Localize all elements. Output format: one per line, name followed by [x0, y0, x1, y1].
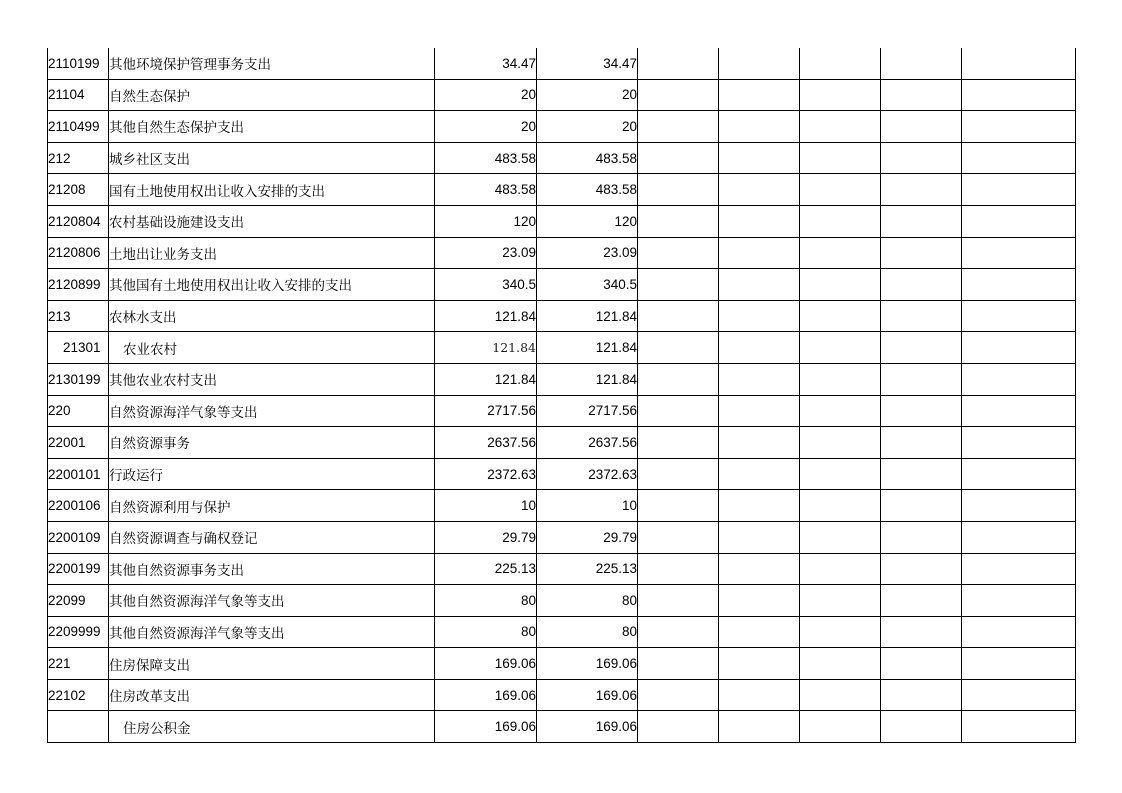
total-amount-cell: 10	[435, 490, 537, 522]
subject-code-cell: 2120899	[48, 269, 109, 301]
subject-code-cell: 213	[48, 300, 109, 332]
empty-cell	[800, 553, 881, 585]
subject-code-cell: 22001	[48, 427, 109, 459]
empty-cell	[962, 142, 1076, 174]
empty-cell	[962, 363, 1076, 395]
total-amount-cell: 2717.56	[435, 395, 537, 427]
empty-cell	[881, 616, 962, 648]
empty-cell	[800, 490, 881, 522]
subject-code-cell: 2110499	[48, 111, 109, 143]
table-row	[48, 174, 1076, 206]
total-amount-cell: 120	[435, 205, 537, 237]
budget-expenditure-table	[47, 48, 1076, 743]
subject-code-cell	[48, 711, 109, 743]
table-row	[48, 585, 1076, 617]
empty-cell	[719, 174, 800, 206]
empty-cell	[881, 79, 962, 111]
general-budget-amount-cell: 20	[537, 79, 638, 111]
table-row	[48, 300, 1076, 332]
empty-cell	[719, 553, 800, 585]
total-amount-cell: 483.58	[435, 174, 537, 206]
empty-cell	[800, 142, 881, 174]
empty-cell	[719, 679, 800, 711]
table-row	[48, 458, 1076, 490]
empty-cell	[638, 711, 719, 743]
general-budget-amount-cell: 29.79	[537, 521, 638, 553]
empty-cell	[962, 585, 1076, 617]
empty-cell	[881, 363, 962, 395]
subject-name-cell: 城乡社区支出	[109, 142, 435, 174]
empty-cell	[638, 48, 719, 79]
subject-code-cell: 2200199	[48, 553, 109, 585]
empty-cell	[881, 585, 962, 617]
empty-cell	[638, 142, 719, 174]
empty-cell	[881, 269, 962, 301]
empty-cell	[638, 553, 719, 585]
empty-cell	[800, 711, 881, 743]
empty-cell	[962, 332, 1076, 364]
subject-code-cell: 2120804	[48, 205, 109, 237]
empty-cell	[638, 679, 719, 711]
empty-cell	[962, 521, 1076, 553]
subject-name-cell: 其他自然生态保护支出	[109, 111, 435, 143]
table-row	[48, 142, 1076, 174]
total-amount-cell: 169.06	[435, 711, 537, 743]
general-budget-amount-cell: 121.84	[537, 300, 638, 332]
total-amount-cell: 340.5	[435, 269, 537, 301]
empty-cell	[881, 205, 962, 237]
total-amount-cell: 29.79	[435, 521, 537, 553]
subject-code-cell: 2110199	[48, 48, 109, 79]
general-budget-amount-cell: 2717.56	[537, 395, 638, 427]
total-amount-cell: 23.09	[435, 237, 537, 269]
table-body	[48, 48, 1076, 743]
table-row	[48, 332, 1076, 364]
empty-cell	[800, 458, 881, 490]
empty-cell	[962, 553, 1076, 585]
empty-cell	[800, 205, 881, 237]
subject-code-cell: 21104	[48, 79, 109, 111]
subject-name-cell: 自然资源利用与保护	[109, 490, 435, 522]
empty-cell	[638, 79, 719, 111]
table-row	[48, 521, 1076, 553]
empty-cell	[962, 711, 1076, 743]
total-amount-cell: 20	[435, 111, 537, 143]
general-budget-amount-cell: 483.58	[537, 142, 638, 174]
subject-code-cell: 2200109	[48, 521, 109, 553]
general-budget-amount-cell: 2372.63	[537, 458, 638, 490]
subject-name-cell: 住房改革支出	[109, 679, 435, 711]
empty-cell	[800, 427, 881, 459]
total-amount-cell: 20	[435, 79, 537, 111]
empty-cell	[719, 395, 800, 427]
subject-code-cell: 21208	[48, 174, 109, 206]
table-row	[48, 205, 1076, 237]
subject-code-cell: 2120806	[48, 237, 109, 269]
empty-cell	[800, 363, 881, 395]
empty-cell	[962, 205, 1076, 237]
subject-code-cell: 2209999	[48, 616, 109, 648]
empty-cell	[638, 585, 719, 617]
general-budget-amount-cell: 225.13	[537, 553, 638, 585]
empty-cell	[881, 174, 962, 206]
empty-cell	[800, 585, 881, 617]
empty-cell	[881, 553, 962, 585]
subject-name-cell: 其他环境保护管理事务支出	[109, 48, 435, 79]
empty-cell	[719, 300, 800, 332]
empty-cell	[962, 79, 1076, 111]
subject-name-cell: 自然生态保护	[109, 79, 435, 111]
empty-cell	[881, 521, 962, 553]
table-row	[48, 711, 1076, 743]
empty-cell	[881, 48, 962, 79]
empty-cell	[881, 332, 962, 364]
empty-cell	[719, 616, 800, 648]
table-row	[48, 395, 1076, 427]
total-amount-cell: 80	[435, 616, 537, 648]
empty-cell	[638, 332, 719, 364]
general-budget-amount-cell: 121.84	[537, 363, 638, 395]
general-budget-amount-cell: 169.06	[537, 679, 638, 711]
empty-cell	[638, 458, 719, 490]
subject-name-cell: 自然资源海洋气象等支出	[109, 395, 435, 427]
table-row	[48, 79, 1076, 111]
subject-code-cell: 21301	[48, 332, 109, 364]
empty-cell	[881, 490, 962, 522]
general-budget-amount-cell: 169.06	[537, 648, 638, 680]
empty-cell	[800, 521, 881, 553]
empty-cell	[800, 648, 881, 680]
subject-code-cell: 2200101	[48, 458, 109, 490]
empty-cell	[800, 616, 881, 648]
empty-cell	[719, 363, 800, 395]
table-row	[48, 679, 1076, 711]
empty-cell	[962, 300, 1076, 332]
empty-cell	[638, 174, 719, 206]
empty-cell	[719, 269, 800, 301]
table-row	[48, 111, 1076, 143]
empty-cell	[800, 269, 881, 301]
general-budget-amount-cell: 34.47	[537, 48, 638, 79]
empty-cell	[719, 521, 800, 553]
subject-code-cell: 22099	[48, 585, 109, 617]
empty-cell	[800, 174, 881, 206]
empty-cell	[719, 332, 800, 364]
empty-cell	[881, 679, 962, 711]
empty-cell	[800, 332, 881, 364]
empty-cell	[719, 490, 800, 522]
empty-cell	[962, 648, 1076, 680]
general-budget-amount-cell: 20	[537, 111, 638, 143]
empty-cell	[638, 648, 719, 680]
empty-cell	[962, 174, 1076, 206]
total-amount-cell: 121.84	[435, 300, 537, 332]
empty-cell	[719, 585, 800, 617]
subject-code-cell: 212	[48, 142, 109, 174]
empty-cell	[638, 269, 719, 301]
empty-cell	[800, 300, 881, 332]
table-row	[48, 553, 1076, 585]
table-row	[48, 269, 1076, 301]
subject-name-cell: 农村基础设施建设支出	[109, 205, 435, 237]
empty-cell	[719, 237, 800, 269]
empty-cell	[800, 237, 881, 269]
subject-code-cell: 2130199	[48, 363, 109, 395]
empty-cell	[638, 490, 719, 522]
empty-cell	[719, 427, 800, 459]
subject-name-cell: 其他自然资源海洋气象等支出	[109, 585, 435, 617]
table-row	[48, 237, 1076, 269]
table-row	[48, 427, 1076, 459]
empty-cell	[638, 427, 719, 459]
subject-name-cell: 自然资源事务	[109, 427, 435, 459]
subject-name-cell: 其他自然资源海洋气象等支出	[109, 616, 435, 648]
empty-cell	[800, 79, 881, 111]
general-budget-amount-cell: 23.09	[537, 237, 638, 269]
table-row	[48, 648, 1076, 680]
subject-code-cell: 221	[48, 648, 109, 680]
subject-name-cell: 其他农业农村支出	[109, 363, 435, 395]
general-budget-amount-cell: 169.06	[537, 711, 638, 743]
empty-cell	[719, 79, 800, 111]
general-budget-amount-cell: 80	[537, 616, 638, 648]
subject-name-cell: 农林水支出	[109, 300, 435, 332]
empty-cell	[881, 711, 962, 743]
empty-cell	[962, 269, 1076, 301]
empty-cell	[962, 395, 1076, 427]
empty-cell	[881, 300, 962, 332]
general-budget-amount-cell: 120	[537, 205, 638, 237]
total-amount-cell: 225.13	[435, 553, 537, 585]
subject-name-cell: 农业农村	[109, 332, 435, 364]
empty-cell	[962, 458, 1076, 490]
subject-name-cell: 行政运行	[109, 458, 435, 490]
total-amount-cell: 483.58	[435, 142, 537, 174]
table-row	[48, 48, 1076, 79]
subject-name-cell: 其他国有土地使用权出让收入安排的支出	[109, 269, 435, 301]
subject-name-cell: 国有土地使用权出让收入安排的支出	[109, 174, 435, 206]
table-row	[48, 490, 1076, 522]
general-budget-amount-cell: 121.84	[537, 332, 638, 364]
subject-name-cell: 其他自然资源事务支出	[109, 553, 435, 585]
total-amount-cell: 169.06	[435, 648, 537, 680]
empty-cell	[962, 237, 1076, 269]
empty-cell	[962, 111, 1076, 143]
subject-name-cell: 自然资源调查与确权登记	[109, 521, 435, 553]
general-budget-amount-cell: 2637.56	[537, 427, 638, 459]
empty-cell	[719, 458, 800, 490]
empty-cell	[962, 427, 1076, 459]
total-amount-cell: 169.06	[435, 679, 537, 711]
empty-cell	[719, 648, 800, 680]
empty-cell	[881, 237, 962, 269]
empty-cell	[800, 48, 881, 79]
subject-name-cell: 住房保障支出	[109, 648, 435, 680]
empty-cell	[962, 679, 1076, 711]
empty-cell	[719, 111, 800, 143]
empty-cell	[800, 395, 881, 427]
empty-cell	[800, 111, 881, 143]
total-amount-cell: 34.47	[435, 48, 537, 79]
empty-cell	[638, 205, 719, 237]
empty-cell	[881, 395, 962, 427]
empty-cell	[719, 205, 800, 237]
empty-cell	[881, 648, 962, 680]
empty-cell	[638, 111, 719, 143]
total-amount-cell: 121.84	[435, 332, 537, 364]
empty-cell	[638, 237, 719, 269]
empty-cell	[719, 711, 800, 743]
total-amount-cell: 2637.56	[435, 427, 537, 459]
subject-code-cell: 2200106	[48, 490, 109, 522]
table-row	[48, 616, 1076, 648]
subject-name-cell: 土地出让业务支出	[109, 237, 435, 269]
empty-cell	[638, 363, 719, 395]
general-budget-amount-cell: 80	[537, 585, 638, 617]
empty-cell	[719, 142, 800, 174]
empty-cell	[719, 48, 800, 79]
empty-cell	[881, 142, 962, 174]
empty-cell	[962, 490, 1076, 522]
table-row	[48, 363, 1076, 395]
total-amount-cell: 2372.63	[435, 458, 537, 490]
total-amount-cell: 80	[435, 585, 537, 617]
general-budget-amount-cell: 340.5	[537, 269, 638, 301]
subject-code-cell: 220	[48, 395, 109, 427]
empty-cell	[881, 427, 962, 459]
empty-cell	[638, 300, 719, 332]
empty-cell	[800, 679, 881, 711]
total-amount-cell: 121.84	[435, 363, 537, 395]
empty-cell	[962, 616, 1076, 648]
subject-code-cell: 22102	[48, 679, 109, 711]
empty-cell	[881, 111, 962, 143]
general-budget-amount-cell: 483.58	[537, 174, 638, 206]
subject-name-cell: 住房公积金	[109, 711, 435, 743]
empty-cell	[962, 48, 1076, 79]
empty-cell	[638, 616, 719, 648]
empty-cell	[638, 395, 719, 427]
empty-cell	[881, 458, 962, 490]
empty-cell	[638, 521, 719, 553]
general-budget-amount-cell: 10	[537, 490, 638, 522]
